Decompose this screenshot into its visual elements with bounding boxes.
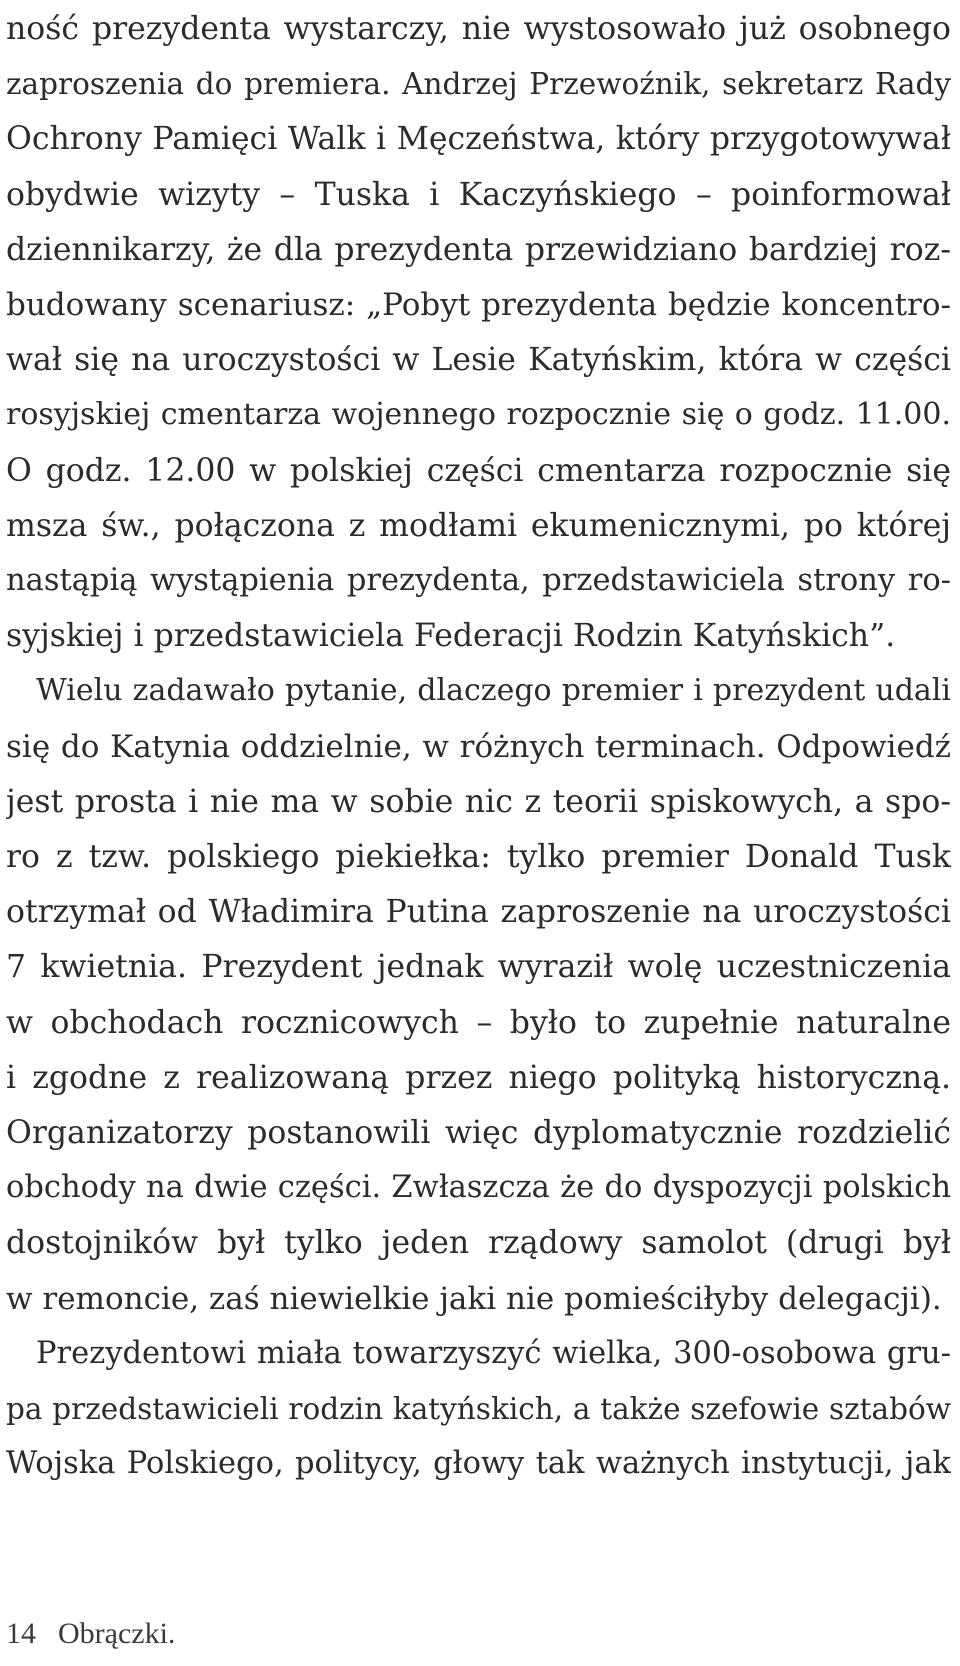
text-line: w remoncie, zaś niewielkie jaki nie pomieściłyby delegacji). — [6, 1280, 942, 1317]
text-line: ro z tzw. polskiego piekiełka: tylko premier Donald Tusk — [6, 839, 951, 875]
text-line: rosyjskiej cmentarza wojennego rozpocznie się o godz. 11.00. — [6, 397, 951, 433]
text-line: Ochrony Pamięci Walk i Męczeństwa, który przygotowywał — [6, 121, 951, 158]
text-line: O godz. 12.00 w polskiej części cmentarza rozpocznie się — [6, 452, 951, 489]
text-line: dziennikarzy, że dla prezydenta przewidziano bardziej roz- — [6, 231, 951, 268]
text-line: w obchodach rocznicowych – było to zupełnie naturalne — [6, 1004, 951, 1041]
text-line: budowany scenariusz: „Pobyt prezydenta będzie koncentro- — [6, 287, 951, 323]
text-line: syjskiej i przedstawiciela Federacji Rodzin Katyńskich”. — [6, 618, 896, 655]
page-number: 14 — [6, 1617, 36, 1650]
text-line: nastąpią wystąpienia prezydenta, przedstawiciela strony ro- — [6, 563, 951, 598]
text-line: jest prosta i nie ma w sobie nic z teorii spiskowych, a spo- — [6, 783, 951, 820]
text-line: Wojska Polskiego, politycy, głowy tak ważnych instytucji, jak — [6, 1446, 951, 1482]
running-title: Obrączki. — [58, 1617, 176, 1650]
text-line: obchody na dwie części. Zwłaszcza że do dyspozycji polskich — [6, 1170, 951, 1206]
text-line: 7 kwietnia. Prezydent jednak wyraził wolę uczestniczenia — [6, 949, 951, 986]
text-line: Wielu zadawało pytanie, dlaczego premier i prezydent udali — [36, 673, 951, 709]
text-line: Prezydentowi miała towarzyszyć wielka, 300-osobowa gru- — [36, 1335, 951, 1371]
text-line: Organizatorzy postanowili więc dyplomatycznie rozdzielić — [6, 1115, 951, 1151]
text-line: otrzymał od Władimira Putina zaproszenie na uroczystości — [6, 894, 951, 931]
text-line: obydwie wizyty – Tuska i Kaczyńskiego – poinformował — [6, 176, 951, 213]
text-line: się do Katynia oddzielnie, w różnych terminach. Odpowiedź — [6, 728, 951, 765]
text-line: msza św., połączona z modłami ekumenicznymi, po której — [6, 507, 951, 544]
text-line: i zgodne z realizowaną przez niego polityką historyczną. — [6, 1059, 951, 1096]
text-line: ność prezydenta wystarczy, nie wystosowało już osobnego — [6, 11, 951, 47]
page-footer — [6, 1614, 175, 1654]
text-line: dostojników był tylko jeden rządowy samolot (drugi był — [6, 1225, 951, 1262]
text-line: zaproszenia do premiera. Andrzej Przewoźnik, sekretarz Rady — [6, 67, 951, 102]
text-line: pa przedstawicieli rodzin katyńskich, a także szefowie sztabów — [6, 1392, 951, 1426]
text-line: wał się na uroczystości w Lesie Katyńskim, która w części — [6, 342, 951, 379]
